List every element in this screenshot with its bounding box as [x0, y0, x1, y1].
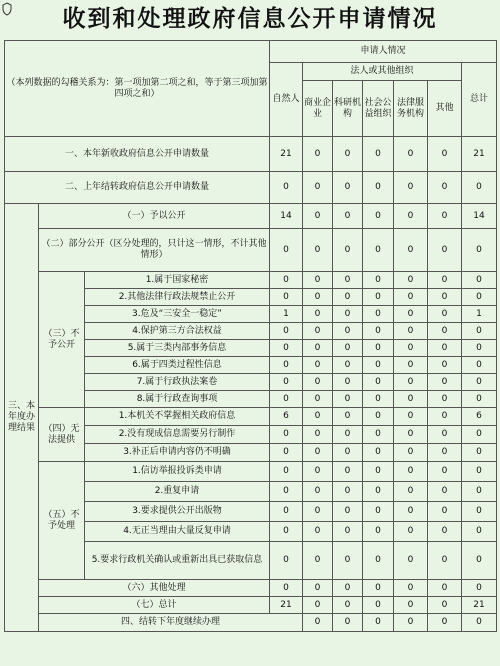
- cell: 0: [333, 229, 363, 272]
- legal-group-header: 法人或其他组织: [303, 63, 462, 81]
- cell: 0: [462, 614, 497, 632]
- cell: 0: [428, 614, 462, 632]
- cell: 0: [394, 426, 428, 444]
- cell: 14: [462, 204, 497, 229]
- cell: 0: [303, 374, 333, 391]
- cell: 0: [270, 444, 303, 462]
- cell: 0: [428, 306, 462, 323]
- group-four-label: （四）无法提供: [39, 408, 85, 462]
- cell: 0: [303, 204, 333, 229]
- cell: 0: [303, 444, 333, 462]
- cell: 0: [363, 462, 394, 482]
- cell: 0: [363, 502, 394, 522]
- cell: 21: [462, 597, 497, 614]
- cell: 0: [363, 522, 394, 542]
- row-label: 7.属于行政执法案卷: [85, 374, 270, 391]
- cell: 0: [462, 522, 497, 542]
- cell: 0: [303, 408, 333, 426]
- cell: 0: [333, 502, 363, 522]
- cell: 0: [303, 522, 333, 542]
- legal-service-header: 法律服务机构: [394, 81, 428, 137]
- social-header: 社会公益组织: [363, 81, 394, 137]
- row-label: 6.属于四类过程性信息: [85, 357, 270, 374]
- cell: 0: [428, 323, 462, 340]
- row-label: 2.重复申请: [85, 482, 270, 502]
- total-header: 总计: [462, 63, 497, 137]
- row-label: （一）予以公开: [39, 204, 270, 229]
- cell: 0: [333, 204, 363, 229]
- cell: 0: [462, 542, 497, 580]
- cell: 0: [363, 374, 394, 391]
- cell: 0: [333, 614, 363, 632]
- row-label: （七）总计: [39, 597, 270, 614]
- cell: 0: [462, 391, 497, 408]
- row-label: 4.保护第三方合法权益: [85, 323, 270, 340]
- row-label: 3.危及“三安全一稳定”: [85, 306, 270, 323]
- cell: 0: [303, 137, 333, 172]
- cell: 0: [333, 323, 363, 340]
- cell: 0: [303, 229, 333, 272]
- cell: 0: [303, 306, 333, 323]
- cell: 0: [462, 502, 497, 522]
- cell: 21: [270, 597, 303, 614]
- table-row: [5, 462, 497, 482]
- natural-person-header: 自然人: [270, 63, 303, 137]
- cell: 0: [394, 306, 428, 323]
- cell: 0: [333, 426, 363, 444]
- cell: 0: [428, 522, 462, 542]
- cell: 0: [363, 340, 394, 357]
- header-note: （本列数据的勾稽关系为：第一项加第二项之和，等于第三项加第四项之和）: [5, 41, 270, 137]
- table-row: [5, 272, 497, 289]
- cell: 0: [394, 597, 428, 614]
- cell: 0: [394, 444, 428, 462]
- cell: 0: [363, 306, 394, 323]
- cell: 0: [333, 306, 363, 323]
- cell: 0: [394, 374, 428, 391]
- cell: 0: [428, 374, 462, 391]
- cell: 0: [428, 482, 462, 502]
- cell: 0: [462, 482, 497, 502]
- cell: 0: [394, 323, 428, 340]
- cell: 0: [333, 137, 363, 172]
- cell: 0: [270, 522, 303, 542]
- cell: 0: [428, 229, 462, 272]
- cell: 0: [462, 444, 497, 462]
- cell: 0: [270, 229, 303, 272]
- cell: 0: [363, 482, 394, 502]
- cell: 0: [462, 462, 497, 482]
- cell: 0: [303, 289, 333, 306]
- cell: 0: [428, 426, 462, 444]
- cell: 0: [270, 340, 303, 357]
- shield-icon: [2, 2, 12, 16]
- cell: 0: [333, 289, 363, 306]
- row-label: 2.没有现成信息需要另行制作: [85, 426, 270, 444]
- cell: 0: [394, 502, 428, 522]
- cell: 0: [270, 462, 303, 482]
- cell: 0: [394, 340, 428, 357]
- cell: 0: [462, 172, 497, 204]
- row-label: 1.本机关不掌握相关政府信息: [85, 408, 270, 426]
- cell: 0: [394, 482, 428, 502]
- cell: 0: [363, 580, 394, 597]
- cell: 0: [363, 542, 394, 580]
- applicant-info-header: 申请人情况: [270, 41, 497, 63]
- cell: 0: [428, 137, 462, 172]
- table-row: [5, 580, 497, 597]
- cell: 0: [363, 204, 394, 229]
- cell: 1: [462, 306, 497, 323]
- cell: 0: [462, 289, 497, 306]
- cell: 0: [462, 229, 497, 272]
- cell: 0: [462, 272, 497, 289]
- cell: 0: [270, 426, 303, 444]
- cell: 0: [303, 340, 333, 357]
- table-row: [5, 229, 497, 272]
- cell: 0: [303, 172, 333, 204]
- cell: 0: [363, 323, 394, 340]
- cell: 0: [363, 172, 394, 204]
- cell: 0: [333, 391, 363, 408]
- cell: 0: [428, 462, 462, 482]
- cell: 0: [303, 272, 333, 289]
- cell: 0: [270, 542, 303, 580]
- row-label: 3.要求提供公开出版物: [85, 502, 270, 522]
- row-label: 3.补正后申请内容仍不明确: [85, 444, 270, 462]
- cell: 0: [363, 357, 394, 374]
- cell: 0: [462, 580, 497, 597]
- cell: 0: [303, 426, 333, 444]
- row-label: （六）其他处理: [39, 580, 270, 597]
- cell: 0: [428, 580, 462, 597]
- row-label: 四、结转下年度继续办理: [39, 614, 303, 632]
- cell: 0: [333, 374, 363, 391]
- cell: 0: [428, 340, 462, 357]
- cell: 0: [333, 340, 363, 357]
- cell: 0: [303, 502, 333, 522]
- cell: 0: [303, 614, 333, 632]
- cell: 0: [394, 229, 428, 272]
- cell: 0: [394, 542, 428, 580]
- cell: 0: [270, 357, 303, 374]
- cell: 0: [363, 444, 394, 462]
- cell: 0: [394, 357, 428, 374]
- cell: 0: [428, 444, 462, 462]
- cell: 0: [333, 597, 363, 614]
- cell: 0: [363, 289, 394, 306]
- row-label: 8.属于行政查询事项: [85, 391, 270, 408]
- cell: 0: [394, 289, 428, 306]
- cell: 0: [394, 204, 428, 229]
- cell: 0: [428, 172, 462, 204]
- cell: 0: [333, 444, 363, 462]
- row-label: 4.无正当理由大量反复申请: [85, 522, 270, 542]
- table-row: [5, 408, 497, 426]
- other-header: 其他: [428, 81, 462, 137]
- cell: 0: [303, 357, 333, 374]
- cell: 0: [270, 289, 303, 306]
- table-row: [5, 614, 497, 632]
- cell: 1: [270, 306, 303, 323]
- cell: 0: [333, 482, 363, 502]
- row-label: 5.要求行政机关确认或重新出具已获取信息: [85, 542, 270, 580]
- cell: 0: [333, 580, 363, 597]
- group-three-label: （三）不予公开: [39, 272, 85, 408]
- table-row: [5, 204, 497, 229]
- cell: 0: [333, 542, 363, 580]
- cell: 0: [428, 391, 462, 408]
- table-row: [5, 137, 497, 172]
- cell: 0: [462, 340, 497, 357]
- cell: 0: [394, 391, 428, 408]
- cell: 0: [428, 597, 462, 614]
- cell: 0: [462, 357, 497, 374]
- cell: 0: [363, 597, 394, 614]
- cell: 0: [270, 482, 303, 502]
- cell: 0: [394, 172, 428, 204]
- cell: 0: [303, 482, 333, 502]
- cell: 0: [270, 323, 303, 340]
- cell: 0: [462, 374, 497, 391]
- cell: 21: [270, 137, 303, 172]
- section-three-label: 三、本年度办理结果: [5, 204, 39, 632]
- cell: 0: [428, 272, 462, 289]
- row-label: （二）部分公开（区分处理的，只计这一情形，不计其他情形）: [39, 229, 270, 272]
- cell: 0: [303, 323, 333, 340]
- cell: 0: [394, 137, 428, 172]
- cell: 0: [363, 408, 394, 426]
- cell: 0: [428, 408, 462, 426]
- research-header: 科研机构: [333, 81, 363, 137]
- cell: 6: [462, 408, 497, 426]
- cell: 0: [363, 272, 394, 289]
- cell: 0: [270, 391, 303, 408]
- row-label: 二、上年结转政府信息公开申请数量: [5, 172, 270, 204]
- cell: 0: [303, 580, 333, 597]
- cell: 0: [363, 391, 394, 408]
- cell: 0: [303, 542, 333, 580]
- table-row: [5, 172, 497, 204]
- cell: 0: [333, 522, 363, 542]
- cell: 0: [428, 542, 462, 580]
- cell: 0: [462, 426, 497, 444]
- cell: 0: [394, 462, 428, 482]
- row-label: 一、本年新收政府信息公开申请数量: [5, 137, 270, 172]
- cell: 0: [363, 137, 394, 172]
- cell: 0: [333, 172, 363, 204]
- cell: 0: [428, 357, 462, 374]
- cell: 0: [363, 426, 394, 444]
- cell: 0: [394, 272, 428, 289]
- cell: 0: [270, 580, 303, 597]
- cell: 0: [333, 462, 363, 482]
- table-row: [5, 597, 497, 614]
- cell: 0: [270, 502, 303, 522]
- cell: 0: [333, 357, 363, 374]
- row-label: 2.其他法律行政法规禁止公开: [85, 289, 270, 306]
- cell: 0: [270, 172, 303, 204]
- cell: 0: [333, 408, 363, 426]
- cell: 6: [270, 408, 303, 426]
- cell: 0: [303, 462, 333, 482]
- cell: 0: [270, 272, 303, 289]
- report-table: [4, 40, 497, 632]
- row-label: 1.信访举报投诉类申请: [85, 462, 270, 482]
- row-label: 5.属于三类内部事务信息: [85, 340, 270, 357]
- page-title: 收到和处理政府信息公开申请情况: [62, 5, 438, 32]
- cell: 21: [462, 137, 497, 172]
- cell: 14: [270, 204, 303, 229]
- cell: 0: [303, 391, 333, 408]
- cell: 0: [394, 614, 428, 632]
- cell: 0: [394, 580, 428, 597]
- cell: 0: [428, 289, 462, 306]
- cell: 0: [363, 229, 394, 272]
- commercial-header: 商业企业: [303, 81, 333, 137]
- group-five-label: （五）不予处理: [39, 462, 85, 580]
- cell: 0: [333, 272, 363, 289]
- cell: 0: [428, 502, 462, 522]
- cell: 0: [363, 614, 394, 632]
- row-label: 1.属于国家秘密: [85, 272, 270, 289]
- cell: 0: [428, 204, 462, 229]
- cell: 0: [394, 522, 428, 542]
- cell: 0: [462, 323, 497, 340]
- cell: 0: [270, 374, 303, 391]
- cell: 0: [303, 597, 333, 614]
- cell: 0: [394, 408, 428, 426]
